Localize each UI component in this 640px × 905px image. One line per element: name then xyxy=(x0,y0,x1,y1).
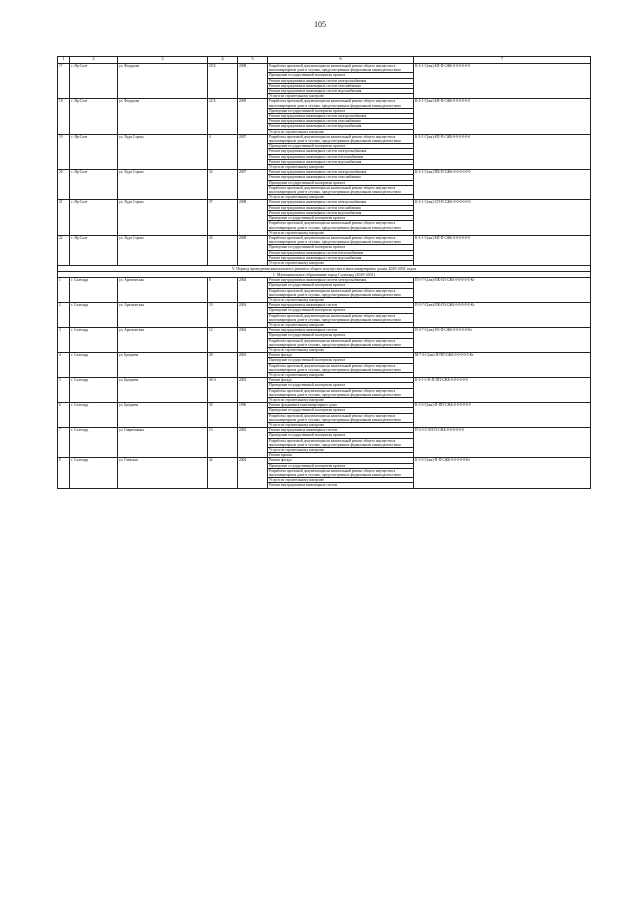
work-type-cell: Проведение государственной экспертизы проекта xyxy=(268,245,414,250)
work-type-cell: Разработка проектной документации на капитальный ремонт общего имущества в многоквартирном доме в случаях, предусмотренных федеральным законодательством xyxy=(268,468,414,477)
year-cell: 2003 xyxy=(238,378,268,403)
house-cell: 4 xyxy=(208,134,238,169)
table-row xyxy=(58,200,591,205)
header-cell: 4 xyxy=(208,57,238,64)
house-cell: 45 xyxy=(208,235,238,265)
table-row xyxy=(58,235,591,244)
building-code-cell: П-3-7-С(жк)-П3-П-СЖБ-0-0-0-0-0-Кт xyxy=(414,328,591,353)
header-cell: 6 xyxy=(268,57,414,64)
work-type-cell: Ремонт внутридомовых инженерных систем электроснабжения xyxy=(268,114,414,119)
row-number: 17 xyxy=(58,64,70,99)
work-type-cell: Ремонт внутридомовых инженерных систем теплоснабжения xyxy=(268,250,414,255)
city-cell: г. Салехард xyxy=(70,458,118,488)
street-cell: ул. Худи Сэроко xyxy=(118,200,208,235)
work-type-cell: Разработка проектной документации на капитальный ремонт общего имущества в многоквартирном доме в случаях, предусмотренных федеральным законодательством xyxy=(268,413,414,422)
row-number: 8 xyxy=(58,458,70,488)
work-type-cell: Разработка проектной документации на капитальный ремонт общего имущества в многоквартирном доме в случаях, предусмотренных федеральным законодательством xyxy=(268,438,414,447)
city-cell: г. Салехард xyxy=(70,303,118,328)
header-cell: 2 xyxy=(70,57,118,64)
year-cell: 2007 xyxy=(238,170,268,200)
row-number: 2 xyxy=(58,303,70,328)
year-cell: 2008 xyxy=(238,64,268,99)
work-type-cell: Проведение государственной экспертизы проекта xyxy=(268,283,414,288)
building-code-cell: К-5-3-С(жк)-П-П-СЖБ-0-0-0-0-0-Кт xyxy=(414,458,591,488)
work-type-cell: Ремонт внутридомовых инженерных систем водоснабжения xyxy=(268,210,414,215)
work-type-cell: Услуги по строительному контролю xyxy=(268,230,414,235)
city-cell: г. Салехард xyxy=(70,328,118,353)
building-code-cell: К-2-1-С(жк)-СП-П-СЖБ-0-0-0-0-0-0 xyxy=(414,200,591,235)
year-cell: 2004 xyxy=(238,458,268,488)
work-type-cell: Разработка проектной документации на капитальный ремонт общего имущества в многоквартирном доме в случаях, предусмотренных федеральным законодательством xyxy=(268,185,414,194)
work-type-cell: Ремонт внутридомовых инженерных систем электроснабжения xyxy=(268,200,414,205)
work-type-cell: Проведение государственной экспертизы проекта xyxy=(268,308,414,313)
row-number: 19 xyxy=(58,134,70,169)
work-type-cell: Ремонт внутридомовых инженерных систем газоснабжения xyxy=(268,205,414,210)
street-cell: ул. Гаврюшкина xyxy=(118,428,208,458)
group2-body xyxy=(58,278,591,489)
table-row xyxy=(58,403,591,408)
work-type-cell: Разработка проектной документации на капитальный ремонт общего имущества в многоквартирном доме в случаях, предусмотренных федеральным законодательством xyxy=(268,363,414,372)
street-cell: ул. Арктическая xyxy=(118,328,208,353)
street-cell: ул. Худи Сэроко xyxy=(118,170,208,200)
work-type-cell: Проведение государственной экспертизы проекта xyxy=(268,144,414,149)
building-code-cell: К-3-1-С(жк)-ПК-П-СЖБ-0-0-0-0-0-0 xyxy=(414,170,591,200)
house-cell: 50 xyxy=(208,403,238,428)
year-cell: 2004 xyxy=(238,328,268,353)
house-cell: 37 xyxy=(208,200,238,235)
work-type-cell: Ремонт внутридомовых инженерных систем электроснабжения xyxy=(268,149,414,154)
street-cell: ул. Арктическая xyxy=(118,303,208,328)
city-cell: г. Салехард xyxy=(70,353,118,378)
city-cell: г. Салехард xyxy=(70,278,118,303)
row-number: 6 xyxy=(58,403,70,428)
building-code-cell: П-3-3-С-БП-П-СЖБ-0-0-0-0-0-0 xyxy=(414,428,591,458)
city-cell: с. Яр-Сале xyxy=(70,170,118,200)
city-cell: с. Яр-Сале xyxy=(70,64,118,99)
house-cell: 20 Б xyxy=(208,64,238,99)
street-cell: ул. Федорова xyxy=(118,99,208,134)
work-type-cell: Ремонт внутридомовых инженерных систем электроснабжения xyxy=(268,278,414,283)
work-type-cell: Ремонт внутридомовых инженерных систем xyxy=(268,328,414,333)
header-row xyxy=(58,57,591,64)
year-cell: 2003 xyxy=(238,353,268,378)
work-type-cell: Ремонт внутридомовых инженерных систем водоснабжения xyxy=(268,255,414,260)
building-code-cell: К-3-1-С(жк)-БП-П-СЖБ-0-0-0-0-0-0 xyxy=(414,134,591,169)
work-type-cell: Проведение государственной экспертизы проекта xyxy=(268,463,414,468)
row-number: 4 xyxy=(58,353,70,378)
work-type-cell: Проведение государственной экспертизы проекта xyxy=(268,333,414,338)
year-cell: 2009 xyxy=(238,99,268,134)
work-type-cell: Ремонт фасада xyxy=(268,378,414,383)
header-cell: 7 xyxy=(414,57,591,64)
work-type-cell: Услуги по строительному контролю xyxy=(268,372,414,377)
city-cell: г. Салехард xyxy=(70,378,118,403)
header-cell: 5 xyxy=(238,57,268,64)
table-row xyxy=(58,64,591,73)
row-number: 21 xyxy=(58,200,70,235)
work-type-cell: Разработка проектной документации на капитальный ремонт общего имущества в многоквартирном доме в случаях, предусмотренных федеральным законодательством xyxy=(268,134,414,143)
work-type-cell: Ремонт фасада xyxy=(268,353,414,358)
building-code-cell: М-7-3-С(жк)-П-ПП-СЖБ-0-0-0-0-0-Кт xyxy=(414,353,591,378)
row-number: 18 xyxy=(58,99,70,134)
work-type-cell: Разработка проектной документации на капитальный ремонт общего имущества в многоквартирном доме в случаях, предусмотренных федеральным законодательством xyxy=(268,288,414,297)
building-code-cell: П-3-7-С(жк)-ПК-П3-СЖБ-0-0-0-0-0-Кт xyxy=(414,278,591,303)
work-type-cell: Ремонт фасада xyxy=(268,458,414,463)
work-type-cell: Ремонт внутридомовых инженерных систем водоснабжения xyxy=(268,124,414,129)
street-cell: ул. Худи Сэроко xyxy=(118,134,208,169)
work-type-cell: Проведение государственной экспертизы проекта xyxy=(268,408,414,413)
city-cell: с. Яр-Сале xyxy=(70,235,118,265)
row-number: 20 xyxy=(58,170,70,200)
work-type-cell: Разработка проектной документации на капитальный ремонт общего имущества в многоквартирном доме в случаях, предусмотренных федеральным законодательством xyxy=(268,235,414,244)
work-type-cell: Разработка проектной документации на капитальный ремонт общего имущества в многоквартирном доме в случаях, предусмотренных федеральным законодательством xyxy=(268,338,414,347)
work-type-cell: Услуги по строительному контролю xyxy=(268,398,414,403)
building-code-cell: К-3-1-С(жк)-БП-П-СЖБ-0-0-0-0-0-0 xyxy=(414,235,591,265)
street-cell: ул. Бреднева xyxy=(118,403,208,428)
work-type-cell: Ремонт внутридомовых инженерных систем водоснабжения xyxy=(268,159,414,164)
house-cell: 42 xyxy=(208,458,238,488)
work-type-cell: Услуги по строительному контролю xyxy=(268,322,414,327)
work-type-cell: Разработка проектной документации на капитальный ремонт общего имущества в многоквартирном доме в случаях, предусмотренных федеральным законодательством xyxy=(268,388,414,397)
work-type-cell: Проведение государственной экспертизы проекта xyxy=(268,216,414,221)
building-code-cell: К-2-1-С(жк)-БП-П-СЖБ-0-0-0-0-0-0 xyxy=(414,99,591,134)
section-period-title: V. Период проведения капитального ремонта общего имущества в многоквартирных домах 2029-2031 годов xyxy=(58,266,591,272)
work-type-cell: Ремонт внутридомовых инженерных систем газоснабжения xyxy=(268,119,414,124)
house-cell: 10 xyxy=(208,303,238,328)
work-type-cell: Услуги по строительному контролю xyxy=(268,478,414,483)
year-cell: 2008 xyxy=(238,235,268,265)
work-type-cell: Услуги по строительному контролю xyxy=(268,448,414,453)
work-type-cell: Разработка проектной документации на капитальный ремонт общего имущества в многоквартирном доме в случаях, предусмотренных федеральным законодательством xyxy=(268,221,414,230)
row-number: 3 xyxy=(58,328,70,353)
work-type-cell: Ремонт крыши xyxy=(268,453,414,458)
table-row xyxy=(58,278,591,283)
work-type-cell: Проведение государственной экспертизы проекта xyxy=(268,180,414,185)
work-type-cell: Услуги по строительному контролю xyxy=(268,347,414,352)
work-type-cell: Ремонт внутридомовых инженерных систем газоснабжения xyxy=(268,175,414,180)
year-cell: 2008 xyxy=(238,200,268,235)
page-number: 105 xyxy=(314,20,326,29)
work-type-cell: Ремонт внутридомовых инженерных систем водоснабжения xyxy=(268,89,414,94)
city-cell: г. Салехард xyxy=(70,428,118,458)
city-cell: г. Салехард xyxy=(70,403,118,428)
table-row xyxy=(58,428,591,433)
table-row xyxy=(58,99,591,108)
city-cell: с. Яр-Сале xyxy=(70,134,118,169)
work-type-cell: Услуги по строительному контролю xyxy=(268,129,414,134)
work-type-cell: Услуги по строительному контролю xyxy=(268,165,414,170)
row-number: 22 xyxy=(58,235,70,265)
street-cell: ул. Худи Сэроко xyxy=(118,235,208,265)
building-code-cell: К-5-1-С-К-П-ПП-СЖБ-0-0-0-0-0-0 xyxy=(414,378,591,403)
work-type-cell: Ремонт внутридомовых инженерных систем xyxy=(268,303,414,308)
work-type-cell: Ремонт внутридомовых инженерных систем электроснабжения xyxy=(268,170,414,175)
city-cell: с. Яр-Сале xyxy=(70,200,118,235)
table-row xyxy=(58,170,591,175)
work-type-cell: Разработка проектной документации на капитальный ремонт общего имущества в многоквартирном доме в случаях, предусмотренных федеральным законодательством xyxy=(268,64,414,73)
table-row xyxy=(58,134,591,143)
house-cell: 32 xyxy=(208,170,238,200)
house-cell: 8 xyxy=(208,278,238,303)
year-cell: 1996 xyxy=(238,403,268,428)
work-type-cell: Разработка проектной документации на капитальный ремонт общего имущества в многоквартирном доме в случаях, предусмотренных федеральным законодательством xyxy=(268,313,414,322)
street-cell: ул. Бреднева xyxy=(118,378,208,403)
group1-body xyxy=(58,64,591,266)
year-cell: 2007 xyxy=(238,134,268,169)
year-cell: 2004 xyxy=(238,303,268,328)
work-type-cell: Услуги по строительному контролю xyxy=(268,94,414,99)
work-type-cell: Ремонт внутридомовых инженерных систем xyxy=(268,428,414,433)
work-type-cell: Проведение государственной экспертизы проекта xyxy=(268,108,414,113)
building-code-cell: К-3-3-С(жк)-П-ПП-СЖБ-0-0-0-0-0-0 xyxy=(414,403,591,428)
section-headers xyxy=(58,266,591,278)
capital-repair-table xyxy=(57,56,591,489)
house-cell: 48 А xyxy=(208,378,238,403)
row-number: 7 xyxy=(58,428,70,458)
row-number: 5 xyxy=(58,378,70,403)
house-cell: 22 Б xyxy=(208,99,238,134)
house-cell: 12 xyxy=(208,328,238,353)
year-cell: 2002 xyxy=(238,428,268,458)
city-cell: с. Яр-Сале xyxy=(70,99,118,134)
table-row xyxy=(58,328,591,333)
work-type-cell: Услуги по строительному контролю xyxy=(268,195,414,200)
work-type-cell: Услуги по строительному контролю xyxy=(268,297,414,302)
work-type-cell: Услуги по строительному контролю xyxy=(268,423,414,428)
street-cell: ул. Гаевская xyxy=(118,458,208,488)
work-type-cell: Ремонт внутридомовых инженерных систем газоснабжения xyxy=(268,83,414,88)
street-cell: ул. Арктическая xyxy=(118,278,208,303)
work-type-cell: Проведение государственной экспертизы проекта xyxy=(268,73,414,78)
building-code-cell: К-3-1-С(жк)-БП-П-СЖБ-0-0-0-0-0-0 xyxy=(414,64,591,99)
street-cell: ул. Федорова xyxy=(118,64,208,99)
header-cell: 3 xyxy=(118,57,208,64)
work-type-cell: Ремонт внутридомовых инженерных систем электроснабжения xyxy=(268,78,414,83)
work-type-cell: Ремонт внутридомовых инженерных систем xyxy=(268,483,414,488)
house-cell: 28 xyxy=(208,353,238,378)
row-number: 1 xyxy=(58,278,70,303)
header-cell: 1 xyxy=(58,57,70,64)
work-type-cell: Услуги по строительному контролю xyxy=(268,260,414,265)
work-type-cell: Проведение государственной экспертизы проекта xyxy=(268,383,414,388)
work-type-cell: Ремонт внутридомовых инженерных систем теплоснабжения xyxy=(268,154,414,159)
house-cell: 13 xyxy=(208,428,238,458)
building-code-cell: П-3-7-С(жк)-ПК-П3-СЖБ-0-0-0-0-0-Кт xyxy=(414,303,591,328)
work-type-cell: Проведение государственной экспертизы проекта xyxy=(268,433,414,438)
work-type-cell: Ремонт фундамента многоквартирного дома xyxy=(268,403,414,408)
work-type-cell: Разработка проектной документации на капитальный ремонт общего имущества в многоквартирном доме в случаях, предусмотренных федеральным законодательством xyxy=(268,99,414,108)
year-cell: 2004 xyxy=(238,278,268,303)
table-row xyxy=(58,303,591,308)
work-type-cell: Проведение государственной экспертизы проекта xyxy=(268,358,414,363)
section-municipality-title: 1. Муниципальное образование город Салехард (2029-2031) xyxy=(58,272,591,278)
street-cell: ул. Бреднева xyxy=(118,353,208,378)
